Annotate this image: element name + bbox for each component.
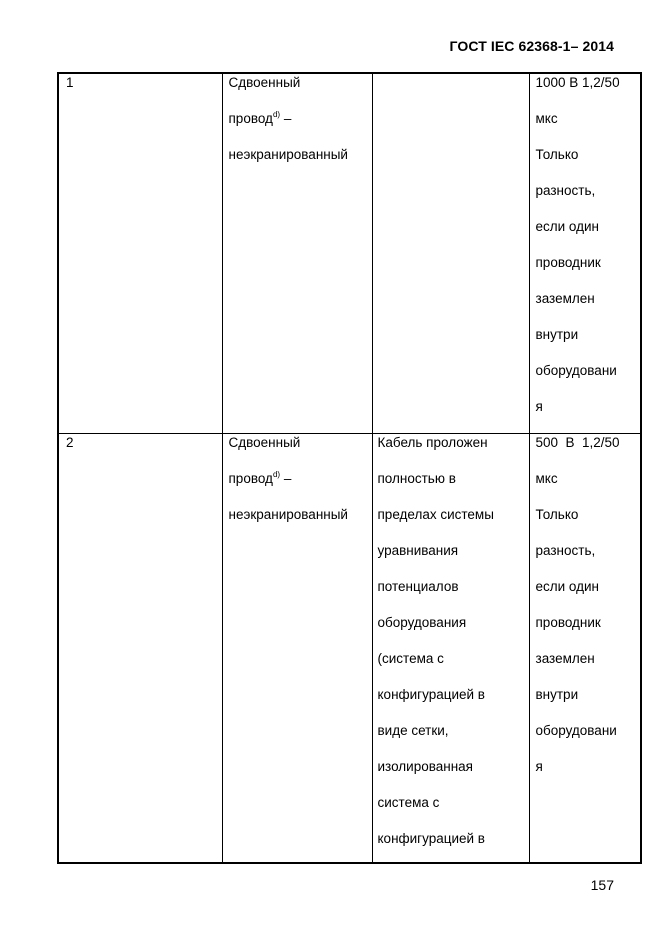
voltage-line: проводник [535, 614, 601, 630]
voltage-line: внутри [535, 327, 579, 342]
voltage-line: если один [535, 578, 600, 594]
condition-line: Кабель проложен [377, 434, 488, 450]
wire-type-text: провод [228, 111, 273, 126]
wire-type-text: провод [228, 470, 273, 486]
footnote-marker: d) [272, 469, 281, 479]
condition-line: система с [377, 794, 440, 810]
wire-type-dash: – [280, 111, 292, 126]
voltage-line: Только [535, 147, 579, 162]
row-number-cell [58, 433, 222, 863]
page-number: 157 [590, 877, 614, 893]
voltage-line: 500 В 1,2/50 [535, 434, 620, 450]
wire-type-line [229, 101, 372, 137]
condition-line: конфигурацией в [377, 830, 485, 846]
voltage-line: внутри [535, 686, 579, 702]
voltage-line: разность, [535, 542, 596, 558]
table-row [58, 433, 641, 863]
voltage-line: мкс [535, 470, 558, 486]
data-table [57, 72, 642, 864]
voltage-line: 1000 В 1,2/50 [535, 75, 620, 90]
wire-type-cell [222, 73, 372, 433]
voltage-cell [529, 433, 641, 863]
voltage-line: Только [535, 506, 579, 522]
footnote-marker: d) [272, 110, 281, 119]
row-number: 2 [66, 434, 74, 450]
condition-line: пределах системы [377, 506, 494, 522]
wire-type-line [229, 461, 372, 497]
wire-type-line: неэкранированный [228, 147, 348, 162]
document-header: ГОСТ IEC 62368-1– 2014 [449, 38, 614, 54]
voltage-line: оборудовани [535, 722, 617, 738]
condition-cell [372, 73, 529, 433]
voltage-line: я [535, 758, 543, 774]
voltage-line: мкс [535, 111, 558, 126]
voltage-line: если один [535, 219, 600, 234]
condition-line: (система с [377, 650, 444, 666]
voltage-line: заземлен [535, 650, 595, 666]
row-number-cell [58, 73, 222, 433]
table-row [58, 73, 641, 433]
voltage-cell [529, 73, 641, 433]
voltage-line: заземлен [535, 291, 595, 306]
wire-type-line: Сдвоенный [228, 434, 301, 450]
wire-type-cell [222, 433, 372, 863]
voltage-line: оборудовани [535, 363, 617, 378]
wire-type-line: неэкранированный [228, 506, 348, 522]
wire-type-line: Сдвоенный [228, 75, 301, 90]
condition-line: виде сетки, [377, 722, 449, 738]
condition-line: изолированная [377, 758, 473, 774]
condition-line: полностью в [377, 470, 456, 486]
wire-type-dash: – [280, 470, 292, 486]
voltage-line: проводник [535, 255, 601, 270]
condition-line: потенциалов [377, 578, 459, 594]
condition-line: оборудования [377, 614, 467, 630]
voltage-line: я [535, 399, 543, 414]
condition-line: уравнивания [377, 542, 459, 558]
row-number: 1 [66, 75, 74, 90]
voltage-line: разность, [535, 183, 596, 198]
condition-cell [372, 433, 529, 863]
condition-line: конфигурацией в [377, 686, 485, 702]
